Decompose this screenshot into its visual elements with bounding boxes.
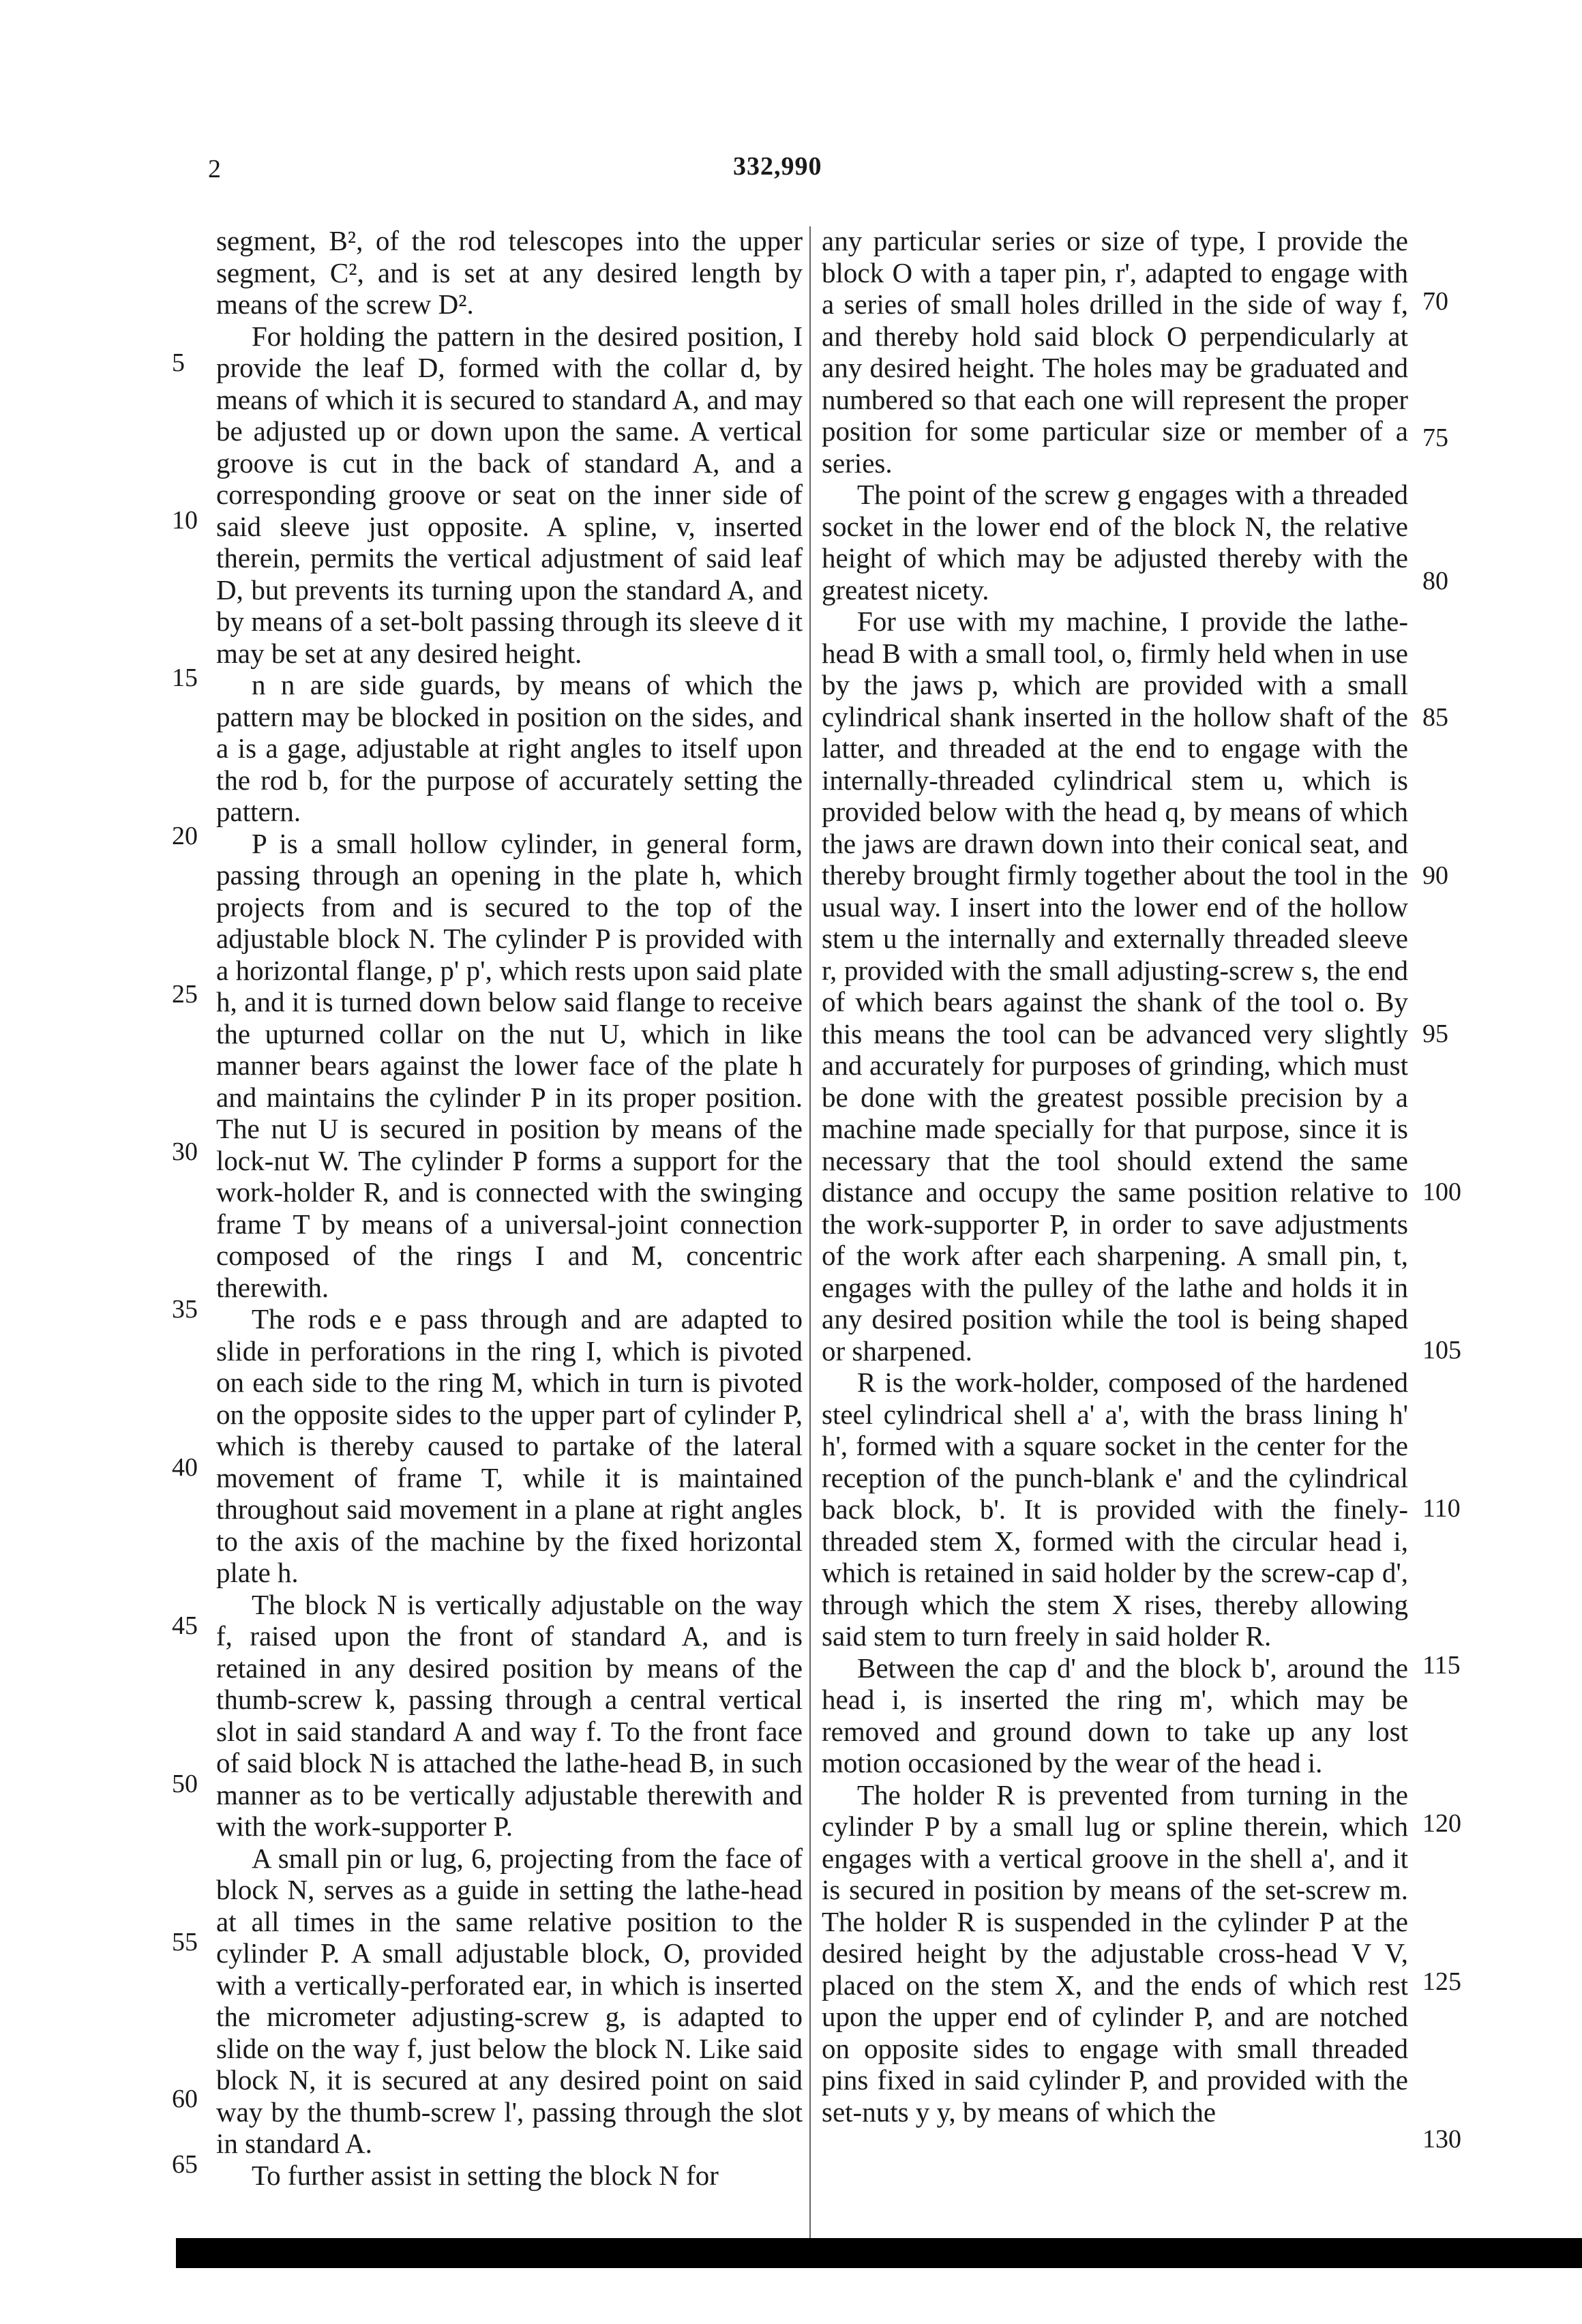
left-paragraph-6: The block N is vertically adjustable on the way f, raised upon the front of standard A, and is retained in any desired position by means of the thumb-screw k, passing through a central vertical slot in said standard A and way f. To the front face of said block N is attached the lathe-head B, in such manner as to be vertically adjustable therewith and with the work-supporter P. bbox=[216, 1588, 803, 1842]
left-paragraph-7: A small pin or lug, 6, projecting from the face of block N, serves as a guide in setting the lathe-head at all times in the same relative position to the cylinder P. A small adjustable block, O, provided with a vertically-perforated ear, in which is inserted the micrometer adjusting-screw g, is adapted to slide on the way f, just below the block N. Like said block N, it is secured at any desired point on said way by the thumb-screw l', passing through the slot in standard A. bbox=[216, 1842, 803, 2159]
line-number-90: 90 bbox=[1422, 861, 1448, 890]
line-number-40: 40 bbox=[172, 1453, 198, 1482]
line-number-130: 130 bbox=[1422, 2125, 1461, 2154]
line-number-60: 60 bbox=[172, 2085, 198, 2113]
right-paragraph-4: R is the work-holder, composed of the hardened steel cylindrical shell a' a', with the brass lining h' h', formed with a square socket in the center for the reception of the punch-blank e' and the cylindrical back block, b'. It is provided with the finely-threaded stem X, formed with the circular head i, which is retained in said holder by the screw-cap d', through which the stem X rises, thereby allowing said stem to turn freely in said holder R. bbox=[822, 1367, 1408, 1652]
line-number-5: 5 bbox=[172, 348, 185, 377]
line-number-65: 65 bbox=[172, 2150, 198, 2179]
line-number-125: 125 bbox=[1422, 1967, 1461, 1996]
left-paragraph-5: The rods e e pass through and are adapted to slide in perforations in the ring I, which is pivoted on each side to the ring M, which in turn is pivoted on the opposite sides to the upper part of cylinder P, which is thereby caused to partake of the lateral movement of frame T, while it is maintained throughout said movement in a plane at right angles to the axis of the machine by the fixed horizontal plate h. bbox=[216, 1303, 803, 1588]
line-number-10: 10 bbox=[172, 506, 198, 535]
line-number-100: 100 bbox=[1422, 1178, 1461, 1206]
column-divider bbox=[809, 226, 811, 2262]
line-number-80: 80 bbox=[1422, 567, 1448, 595]
page-number: 2 bbox=[208, 155, 221, 183]
line-number-30: 30 bbox=[172, 1137, 198, 1166]
right-paragraph-1: any particular series or size of type, I provide the block O with a taper pin, r', adapted to engage with a series of small holes drilled in the side of way f, and thereby hold said block O perpendicularly at any desired height. The holes may be graduated and numbered so that each one will represent the proper position for some particular size or member of a series. bbox=[822, 225, 1408, 479]
left-column bbox=[216, 225, 803, 2191]
line-number-105: 105 bbox=[1422, 1336, 1461, 1365]
line-number-15: 15 bbox=[172, 664, 198, 692]
line-number-120: 120 bbox=[1422, 1809, 1461, 1838]
line-number-95: 95 bbox=[1422, 1019, 1448, 1048]
line-number-70: 70 bbox=[1422, 287, 1448, 316]
line-number-75: 75 bbox=[1422, 423, 1448, 452]
line-number-55: 55 bbox=[172, 1928, 198, 1956]
line-number-110: 110 bbox=[1422, 1494, 1461, 1523]
line-number-115: 115 bbox=[1422, 1651, 1461, 1680]
line-number-45: 45 bbox=[172, 1611, 198, 1640]
line-number-25: 25 bbox=[172, 980, 198, 1009]
page-bottom-bar bbox=[176, 2238, 1582, 2268]
right-paragraph-3: For use with my machine, I provide the lathe-head B with a small tool, o, firmly held when in use by the jaws p, which are provided with a small cylindrical shank inserted in the hollow shaft of the latter, and threaded at the end to engage with the internally-threaded cylindrical stem u, which is provided below with the head q, by means of which the jaws are drawn down into their conical seat, and thereby brought firmly together about the tool in the usual way. I insert into the lower end of the hollow stem u the internally and externally threaded sleeve r, provided with the small adjusting-screw s, the end of which bears against the shank of the tool o. By this means the tool can be advanced very slightly and accurately for purposes of grinding, which must be done with the greatest possible precision by a machine made specially for that purpose, since it is necessary that the tool should extend the same distance and occupy the same position relative to the work-supporter P, in order to save adjustments of the work after each sharpening. A small pin, t, engages with the pulley of the lathe and holds it in any desired position while the tool is being shaped or sharpened. bbox=[822, 606, 1408, 1367]
left-paragraph-2: For holding the pattern in the desired position, I provide the leaf D, formed with the collar d, by means of which it is secured to standard A, and may be adjusted up or down upon the same. A vertical groove is cut in the back of standard A, and a corresponding groove or seat on the inner side of said sleeve just opposite. A spline, v, inserted therein, permits the vertical adjustment of said leaf D, but prevents its turning upon the standard A, and by means of a set-bolt passing through its sleeve d it may be set at any desired height. bbox=[216, 320, 803, 669]
right-column bbox=[822, 225, 1408, 2128]
left-paragraph-4: P is a small hollow cylinder, in general form, passing through an opening in the plate h, which projects from and is secured to the top of the adjustable block N. The cylinder P is provided with a horizontal flange, p' p', which rests upon said plate h, and it is turned down below said flange to receive the upturned collar on the nut U, which in like manner bears against the lower face of the plate h and maintains the cylinder P in its proper position. The nut U is secured in position by means of the lock-nut W. The cylinder P forms a support for the work-holder R, and is connected with the swinging frame T by means of a universal-joint connection composed of the rings I and M, concentric therewith. bbox=[216, 827, 803, 1303]
line-number-20: 20 bbox=[172, 822, 198, 850]
line-number-50: 50 bbox=[172, 1770, 198, 1798]
line-number-35: 35 bbox=[172, 1295, 198, 1324]
left-paragraph-8: To further assist in setting the block N for bbox=[252, 2159, 719, 2191]
right-paragraph-6: The holder R is prevented from turning in the cylinder P by a small lug or spline therein, which engages with a vertical groove in the shell a', and it is secured in position by means of the set-screw m. The holder R is suspended in the cylinder P at the desired height by the adjustable cross-head V V, placed on the stem X, and the ends of which rest upon the upper end of cylinder P, and are notched on opposite sides to engage with small threaded pins fixed in said cylinder P, and provided with the set-nuts y y, by means of which the bbox=[822, 1778, 1408, 2128]
right-paragraph-2: The point of the screw g engages with a threaded socket in the lower end of the block N, the relative height of which may be adjusted thereby with the greatest nicety. bbox=[822, 479, 1408, 606]
left-paragraph-3: n n are side guards, by means of which the pattern may be blocked in position on the sides, and a is a gage, adjustable at right angles to itself upon the rod b, for the purpose of accurately setting the pattern. bbox=[216, 669, 803, 827]
left-paragraph-1: segment, B², of the rod telescopes into the upper segment, C², and is set at any desired length by means of the screw D². bbox=[216, 225, 803, 320]
right-paragraph-5: Between the cap d' and the block b', around the head i, is inserted the ring m', which may be removed and ground down to take up any lost motion occasioned by the wear of the head i. bbox=[822, 1652, 1408, 1778]
line-number-85: 85 bbox=[1422, 703, 1448, 732]
patent-number: 332,990 bbox=[733, 152, 822, 181]
